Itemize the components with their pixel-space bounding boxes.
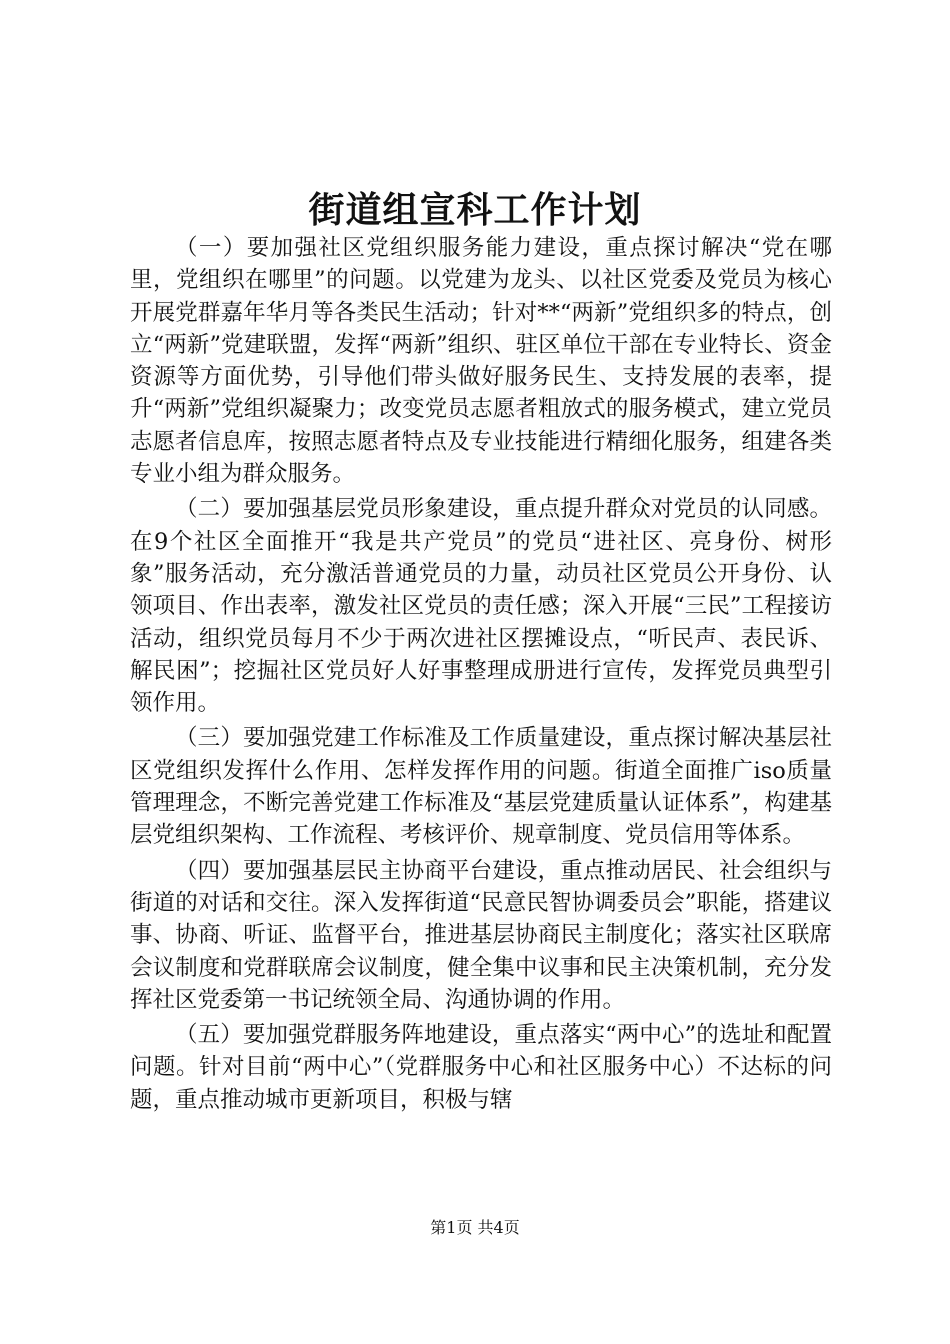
paragraph-5: （五）要加强党群服务阵地建设，重点落实“两中心”的选址和配置问题。针对目前“两中心”（党群服务中心和社区服务中心）不达标的问题，重点推动城市更新项目，积极与辖 [130,1022,832,1113]
paragraph-1: （一）要加强社区党组织服务能力建设，重点探讨解决“党在哪里，党组织在哪里”的问题。以党建为龙头、以社区党委及党员为核心开展党群嘉年华月等各类民生活动；针对**“两新”党组织多的特点，创立“两新”党建联盟，发挥“两新”组织、驻区单位干部在专业特长、资金资源等方面优势，引导他们带头做好服务民生、支持发展的表率，提升“两新”党组织凝聚力；改变党员志愿者粗放式的服务模式，建立党员志愿者信息库，按照志愿者特点及专业技能进行精细化服务，组建各类专业小组为群众服务。 [130,235,832,488]
paragraph-2: （二）要加强基层党员形象建设，重点提升群众对党员的认同感。在9个社区全面推开“我是共产党员”的党员“进社区、亮身份、树形象”服务活动，充分激活普通党员的力量，动员社区党员公开身份、认领项目、作出表率，激发社区党员的责任感；深入开展“三民”工程接访活动，组织党员每月不少于两次进社区摆摊设点，“听民声、表民诉、解民困”；挖掘社区党员好人好事整理成册进行宣传，发挥党员典型引领作用。 [130,496,832,717]
paragraph-3: （三）要加强党建工作标准及工作质量建设，重点探讨解决基层社区党组织发挥什么作用、怎样发挥作用的问题。街道全面推广iso质量管理理念，不断完善党建工作标准及“基层党建质量认证体系”，构建基层党组织架构、工作流程、考核评价、规章制度、党员信用等体系。 [130,725,832,849]
page-number-footer: 第1页 共4页 [430,1218,520,1237]
document-body [130,232,832,1119]
paragraph-4: （四）要加强基层民主协商平台建设，重点推动居民、社会组织与街道的对话和交往。深入发挥街道“民意民智协调委员会”职能，搭建议事、协商、听证、监督平台，推进基层协商民主制度化；落实社区联席会议制度和党群联席会议制度，健全集中议事和民主决策机制，充分发挥社区党委第一书记统领全局、沟通协调的作用。 [130,857,832,1013]
document-title: 街道组宣科工作计划 [308,189,642,231]
